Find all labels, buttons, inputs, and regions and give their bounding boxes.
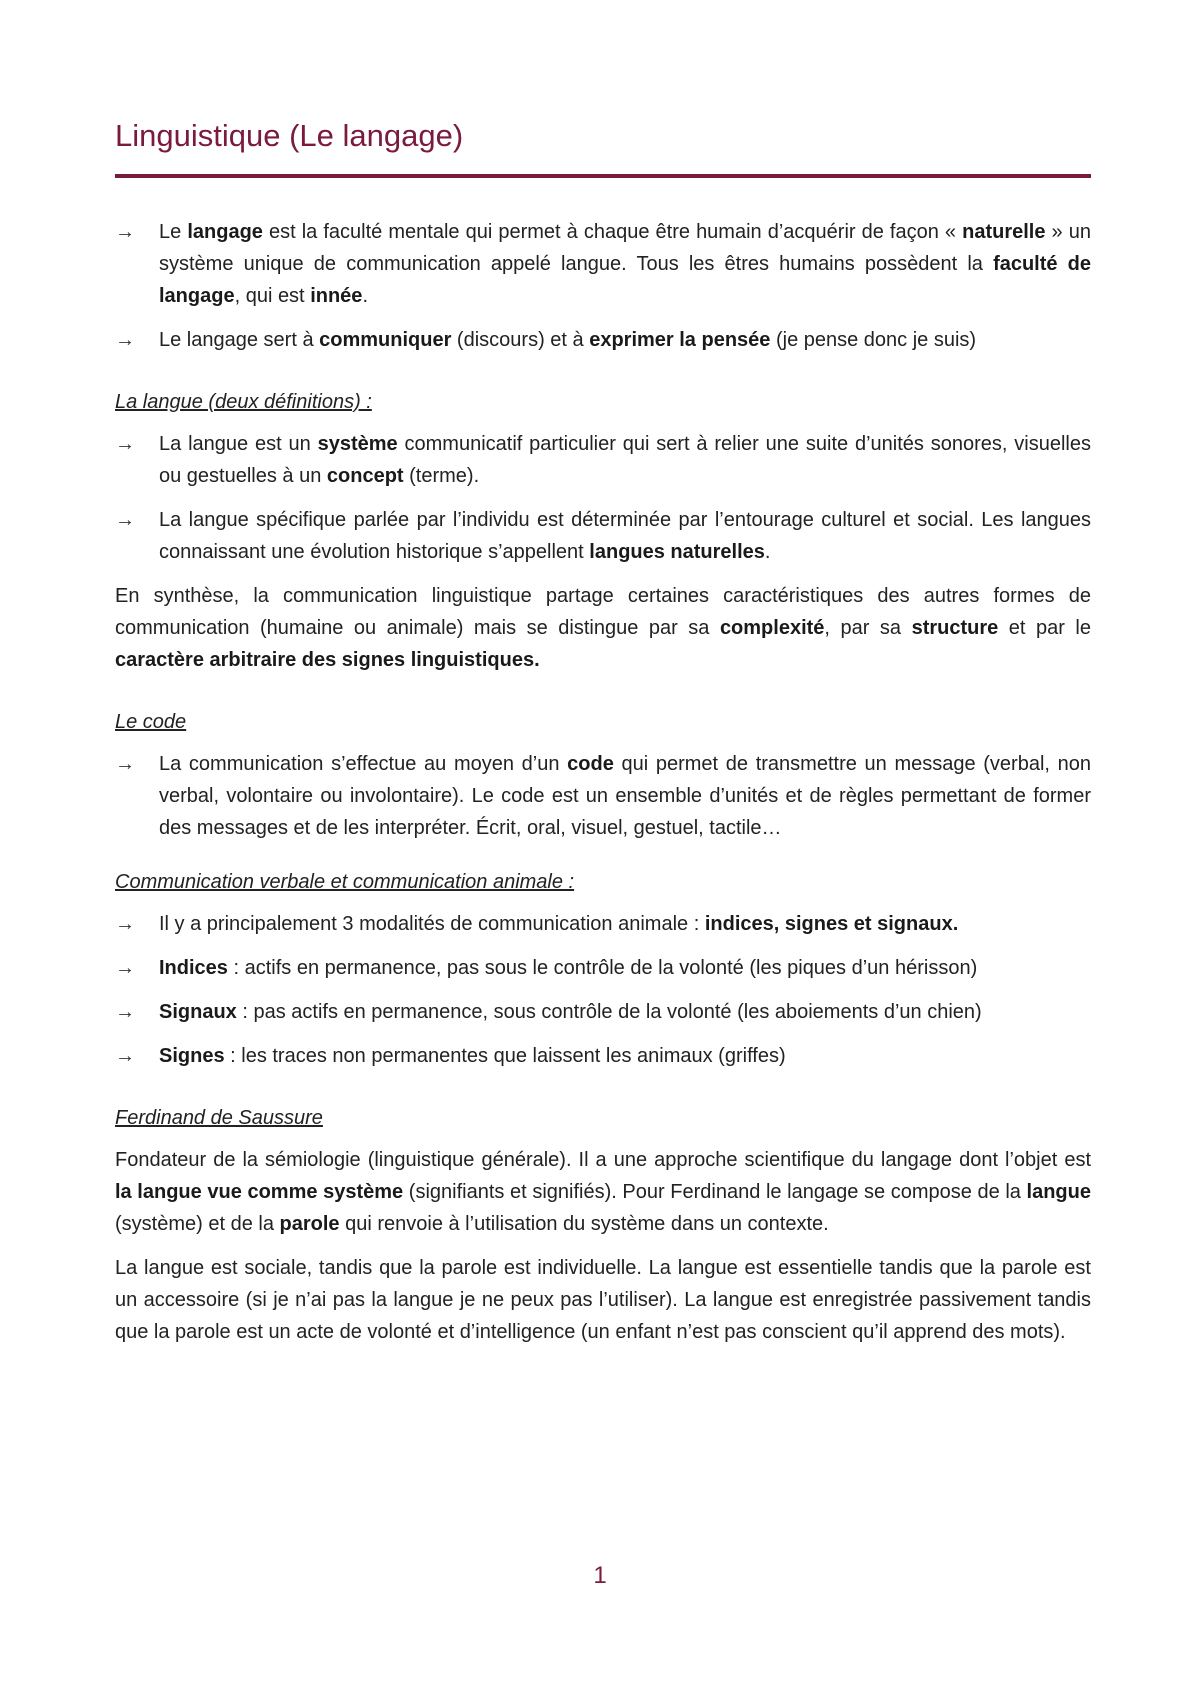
arrow-icon: → (115, 329, 135, 351)
arrow-icon: → (115, 433, 135, 455)
section-heading-code: Le code (115, 711, 187, 733)
arrow-icon: → (115, 957, 135, 979)
page-number: 1 (593, 1562, 607, 1589)
paragraph-synthese: En synthèse, la communication linguistique partage certaines caractéristiques des autres formes de communication (humaine ou animale) mais se distingue par sa complexité, par sa structure et par le caractère arbitraire des signes linguistiques. (115, 585, 1091, 671)
arrow-icon: → (115, 1045, 135, 1067)
bullet-langue-systeme: → La langue est un système communicatif particulier qui sert à relier une suite d’unités sonores, visuelles ou gestuelles à un concept (terme). (115, 428, 1091, 492)
page-title: Linguistique (Le langage) (115, 118, 464, 153)
arrow-icon: → (115, 753, 135, 775)
paragraph-langue-parole: La langue est sociale, tandis que la parole est individuelle. La langue est essentielle tandis que la parole est un accessoire (si je n’ai pas la langue je ne peux pas l’utiliser). La langue est enregistrée passivement tandis que la parole est un acte de volonté et d’intelligence (un enfant n’est pas conscient qu’il apprend des mots). (115, 1257, 1091, 1343)
arrow-icon: → (115, 509, 135, 531)
bullet-signaux: → Signaux : pas actifs en permanence, sous contrôle de la volonté (les aboiements d’un chien) (115, 996, 1091, 1028)
arrow-icon: → (115, 221, 135, 243)
bullet-langage-definition: → Le langage est la faculté mentale qui permet à chaque être humain d’acquérir de façon « naturelle » un système unique de communication appelé langue. Tous les êtres humains possèdent la faculté de langage, qui est innée. (115, 216, 1091, 312)
bullet-langage-role: → Le langage sert à communiquer (discours) et à exprimer la pensée (je pense donc je suis) (115, 324, 1091, 356)
bullet-indices: → Indices : actifs en permanence, pas sous le contrôle de la volonté (les piques d’un hérisson) (115, 952, 1091, 984)
arrow-icon: → (115, 913, 135, 935)
bullet-code: → La communication s’effectue au moyen d’un code qui permet de transmettre un message (verbal, non verbal, volontaire ou involontaire). Le code est un ensemble d’unités et de règles permettant de former des messages et de les interpréter. Écrit, oral, visuel, gestuel, tactile… (115, 748, 1091, 844)
section-heading-langue: La langue (deux définitions) : (115, 391, 372, 413)
bullet-langue-specifique: → La langue spécifique parlée par l’individu est déterminée par l’entourage culturel et social. Les langues connaissant une évolution historique s’appellent langues naturelles. (115, 504, 1091, 568)
arrow-icon: → (115, 1001, 135, 1023)
title-divider (115, 174, 1091, 178)
section-heading-saussure: Ferdinand de Saussure (115, 1107, 323, 1129)
paragraph-saussure-fondateur: Fondateur de la sémiologie (linguistique générale). Il a une approche scientifique du langage dont l’objet est la langue vue comme système (signifiants et signifiés). Pour Ferdinand le langage se compose de la langue (système) et de la parole qui renvoie à l’utilisation du système dans un contexte. (115, 1149, 1091, 1235)
section-heading-communication: Communication verbale et communication animale : (115, 871, 575, 893)
bullet-modalites: → Il y a principalement 3 modalités de communication animale : indices, signes et signaux. (115, 908, 1091, 940)
document-page (115, 118, 1091, 1360)
bullet-signes: → Signes : les traces non permanentes que laissent les animaux (griffes) (115, 1040, 1091, 1072)
